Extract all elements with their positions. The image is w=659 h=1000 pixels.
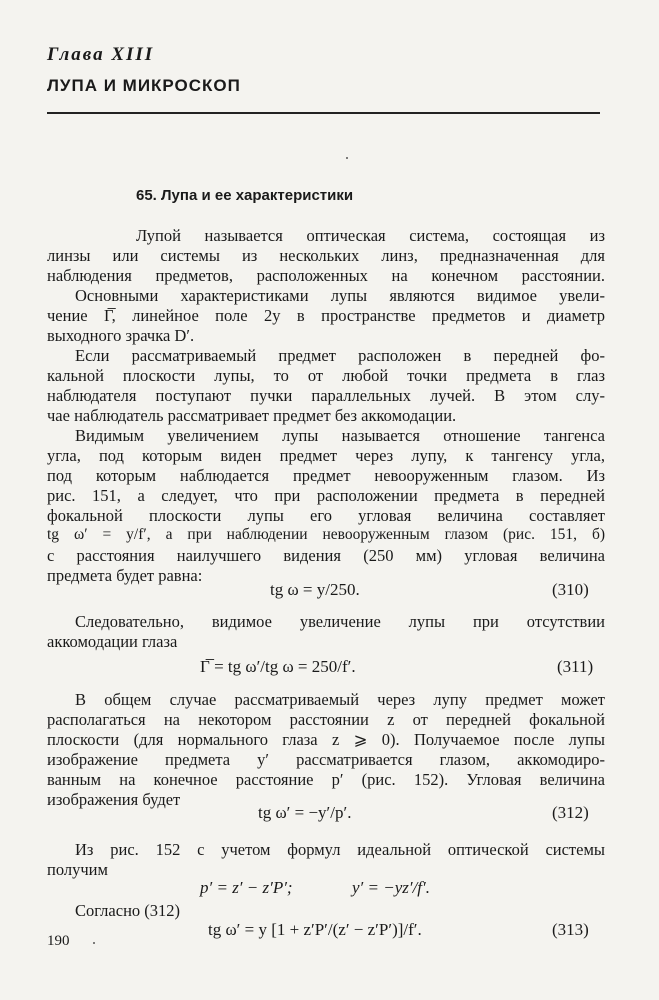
equation-number: (312) [552,803,589,822]
text-line: выходного зрачка D′. [47,326,195,345]
text-line: Из рис. 152 с учетом формул идеальной оптической системы [75,840,605,859]
chapter-title: ЛУПА И МИКРОСКОП [47,76,241,95]
chapter-label: Глава XIII [47,44,155,65]
page-number: 190 [47,933,70,949]
text-line: ванным на конечное расстояние p′ (рис. 152). Угловая величина [47,770,605,789]
text-line: Следовательно, видимое увеличение лупы при отсутствии [75,612,605,631]
text-line: В общем случае рассматриваемый через лупу предмет может [75,690,605,709]
text-line: под которым наблюдается предмет невооруженным глазом. Из [47,466,605,485]
header-rule [47,112,600,114]
text-line: Если рассматриваемый предмет расположен в передней фо- [75,346,605,365]
text-line: плоскости (для нормального глаза z ⩾ 0). Получаемое после лупы [47,730,605,749]
text-line: наблюдателя поступают пучки параллельных лучей. В этом слу- [47,386,605,405]
text-line: с расстояния наилучшего видения (250 мм) угловая величина [47,546,605,565]
text-line: Лупой называется оптическая система, состоящая из [136,226,605,245]
text-line: предмета будет равна: [47,566,203,585]
equation-310: tg ω = y/250. [270,580,360,599]
text-line: чение Γ̅, линейное поле 2y в пространстве предметов и диаметр [47,306,605,325]
section-heading: 65. Лупа и ее характеристики [136,187,354,204]
equation-p-prime: p′ = z′ − z′P′; [200,878,293,897]
text-line: наблюдения предметов, расположенных на конечном расстоянии. [47,266,605,285]
text-line: Основными характеристиками лупы являются видимое увели- [75,286,605,305]
text-line: получим [47,860,108,879]
equation-y-prime: y′ = −yz′/f′. [352,878,431,897]
text-line: угла, под которым виден предмет через лупу, к тангенсу угла, [47,446,605,465]
text-line: чае наблюдатель рассматривает предмет без аккомодации. [47,406,457,425]
equation-312: tg ω′ = −y′/p′. [258,803,352,822]
text-line: изображения будет [47,790,181,809]
text-line: линзы или системы из нескольких линз, предназначенная для [47,246,605,265]
text-line: Видимым увеличением лупы называется отношение тангенса [75,426,605,445]
equation-313: tg ω′ = y [1 + z′P′/(z′ − z′P′)]/f′. [208,920,422,939]
text-line: фокальной плоскости лупы его угловая величина составляет [47,506,605,525]
text-line: кальной плоскости лупы, то от любой точки предмета в глаз [47,366,605,385]
print-speck [93,942,95,944]
equation-number: (310) [552,580,589,599]
text-line: tg ω′ = y/f′, а при наблюдении невооруженным глазом (рис. 151, б) [47,526,605,543]
text-line: располагаться на некотором расстоянии z от передней фокальной [47,710,605,729]
text-line: Согласно (312) [75,901,181,920]
print-speck [346,157,348,159]
equation-number: (311) [557,657,594,676]
equation-number: (313) [552,920,589,939]
text-line: аккомодации глаза [47,632,178,651]
equation-311: Γ̅ = tg ω′/tg ω = 250/f′. [200,657,356,676]
text-line: изображение предмета y′ рассматривается глазом, аккомодиро- [47,750,605,769]
text-line: рис. 151, а следует, что при расположении предмета в передней [47,486,605,505]
